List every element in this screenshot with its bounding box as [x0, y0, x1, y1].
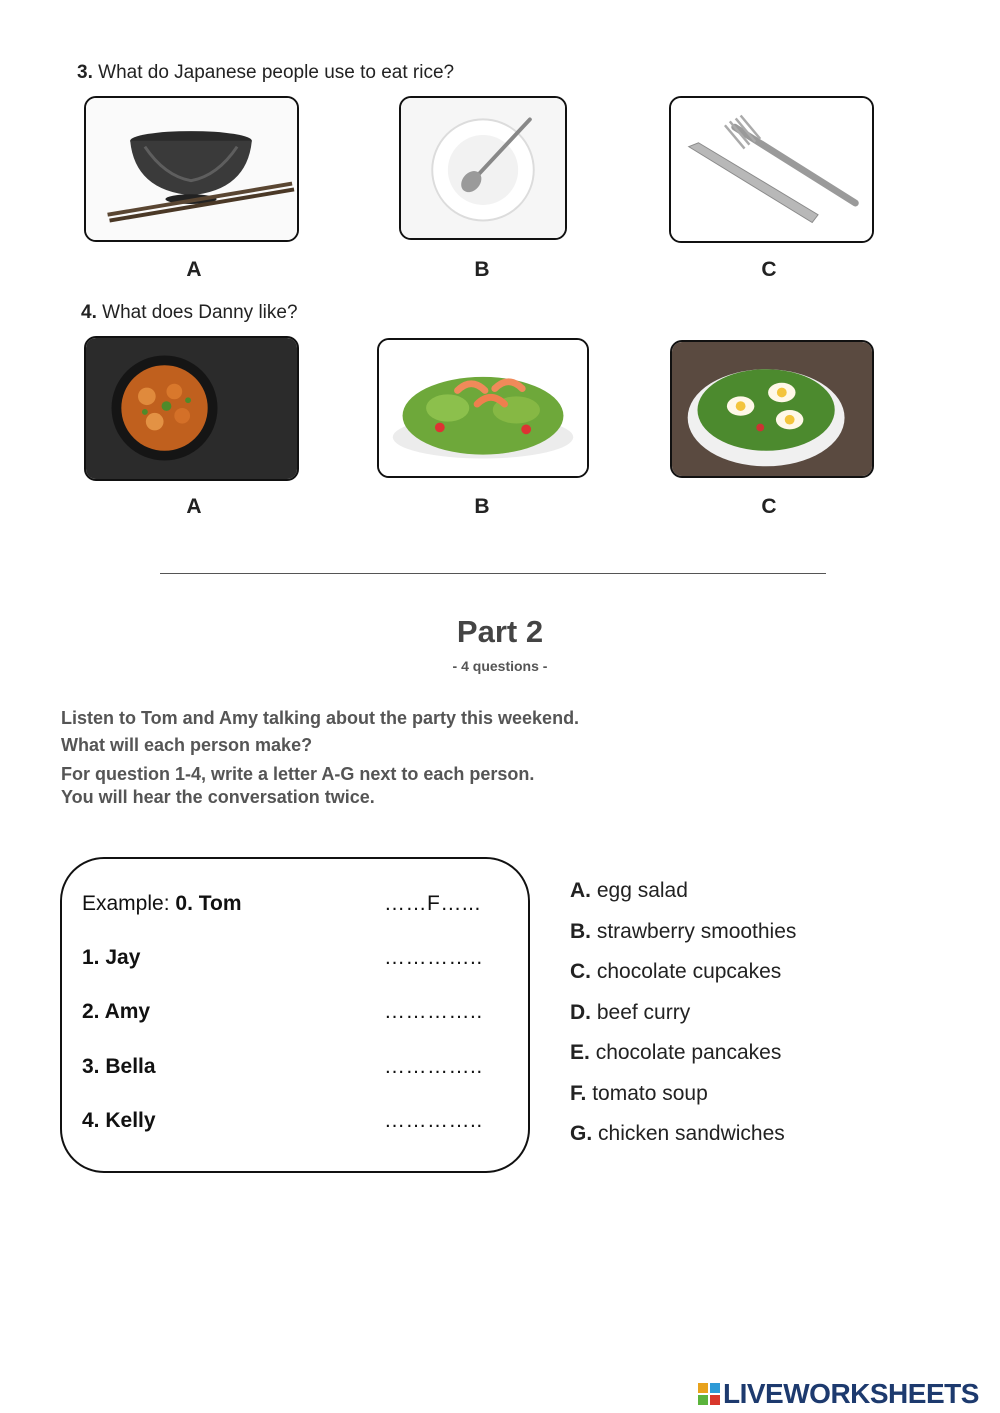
q4-option-b[interactable]: B [474, 495, 490, 518]
choice-letter: B. [570, 920, 591, 943]
choice-letter: D. [570, 1001, 591, 1024]
choice-item [570, 960, 781, 984]
question-3-text: What do Japanese people use to eat rice? [98, 62, 455, 83]
person-name: 1. Jay [82, 946, 141, 969]
answer-blank[interactable]: ………….. [384, 1055, 483, 1078]
choice-letter: F. [570, 1082, 587, 1105]
choice-item [570, 879, 688, 903]
example-label [82, 892, 242, 916]
choice-letter: C. [570, 960, 591, 983]
example-name: 0. Tom [175, 892, 242, 915]
choice-text: egg salad [596, 879, 688, 902]
question-4 [81, 302, 298, 324]
choice-text: chocolate pancakes [595, 1041, 782, 1064]
choice-text: beef curry [596, 1001, 691, 1024]
person-name: 3. Bella [82, 1055, 156, 1078]
answer-blank[interactable]: ………….. [384, 1000, 483, 1023]
section-divider [160, 573, 826, 574]
question-4-number: 4. [81, 302, 97, 323]
choice-letter: A. [570, 879, 591, 902]
q4-option-a[interactable]: A [186, 495, 202, 518]
choice-item [570, 1041, 781, 1065]
choice-text: chocolate cupcakes [596, 960, 782, 983]
liveworksheets-logo[interactable] [697, 1378, 979, 1410]
q3-option-c[interactable]: C [761, 258, 777, 281]
instruction-line-4: You will hear the conversation twice. [61, 787, 375, 807]
example-prefix: Example: [82, 892, 170, 915]
q4-option-c[interactable]: C [761, 495, 777, 518]
choice-letter: G. [570, 1122, 593, 1145]
logo-text: LIVEWORKSHEETS [723, 1378, 979, 1409]
q3-option-b[interactable]: B [474, 258, 490, 281]
choice-item [570, 1122, 785, 1146]
choice-item [570, 1001, 690, 1025]
q3-option-a[interactable]: A [186, 258, 202, 281]
choice-text: chicken sandwiches [598, 1122, 785, 1145]
instruction-line-3: For question 1-4, write a letter A-G next to each person. [61, 764, 535, 784]
choice-item [570, 920, 796, 944]
instruction-line-2: What will each person make? [61, 735, 313, 755]
question-4-text: What does Danny like? [102, 302, 298, 323]
answer-blank[interactable]: ………….. [384, 946, 483, 969]
answer-blank[interactable]: ………….. [384, 1109, 483, 1132]
plate-with-spoon-image[interactable] [399, 96, 567, 240]
instruction-line-1: Listen to Tom and Amy talking about the party this weekend. [61, 708, 580, 728]
part-2-subtitle: - 4 questions - [452, 658, 548, 674]
question-3 [77, 62, 454, 84]
person-name: 4. Kelly [82, 1109, 156, 1132]
choice-letter: E. [570, 1041, 590, 1064]
person-name: 2. Amy [82, 1000, 151, 1023]
egg-salad-bowl-image[interactable] [670, 340, 874, 478]
curry-bowl-image[interactable] [84, 336, 299, 481]
question-3-number: 3. [77, 62, 93, 83]
knife-and-fork-image[interactable] [669, 96, 874, 243]
liveworksheets-logo-icon [697, 1382, 721, 1406]
choice-text: tomato soup [592, 1082, 708, 1105]
part-2-title: Part 2 [456, 614, 544, 649]
shrimp-salad-image[interactable] [377, 338, 589, 478]
choice-text: strawberry smoothies [596, 920, 797, 943]
example-answer: ……F…... [384, 892, 481, 915]
bowl-with-chopsticks-image[interactable] [84, 96, 299, 242]
choice-item [570, 1082, 708, 1106]
